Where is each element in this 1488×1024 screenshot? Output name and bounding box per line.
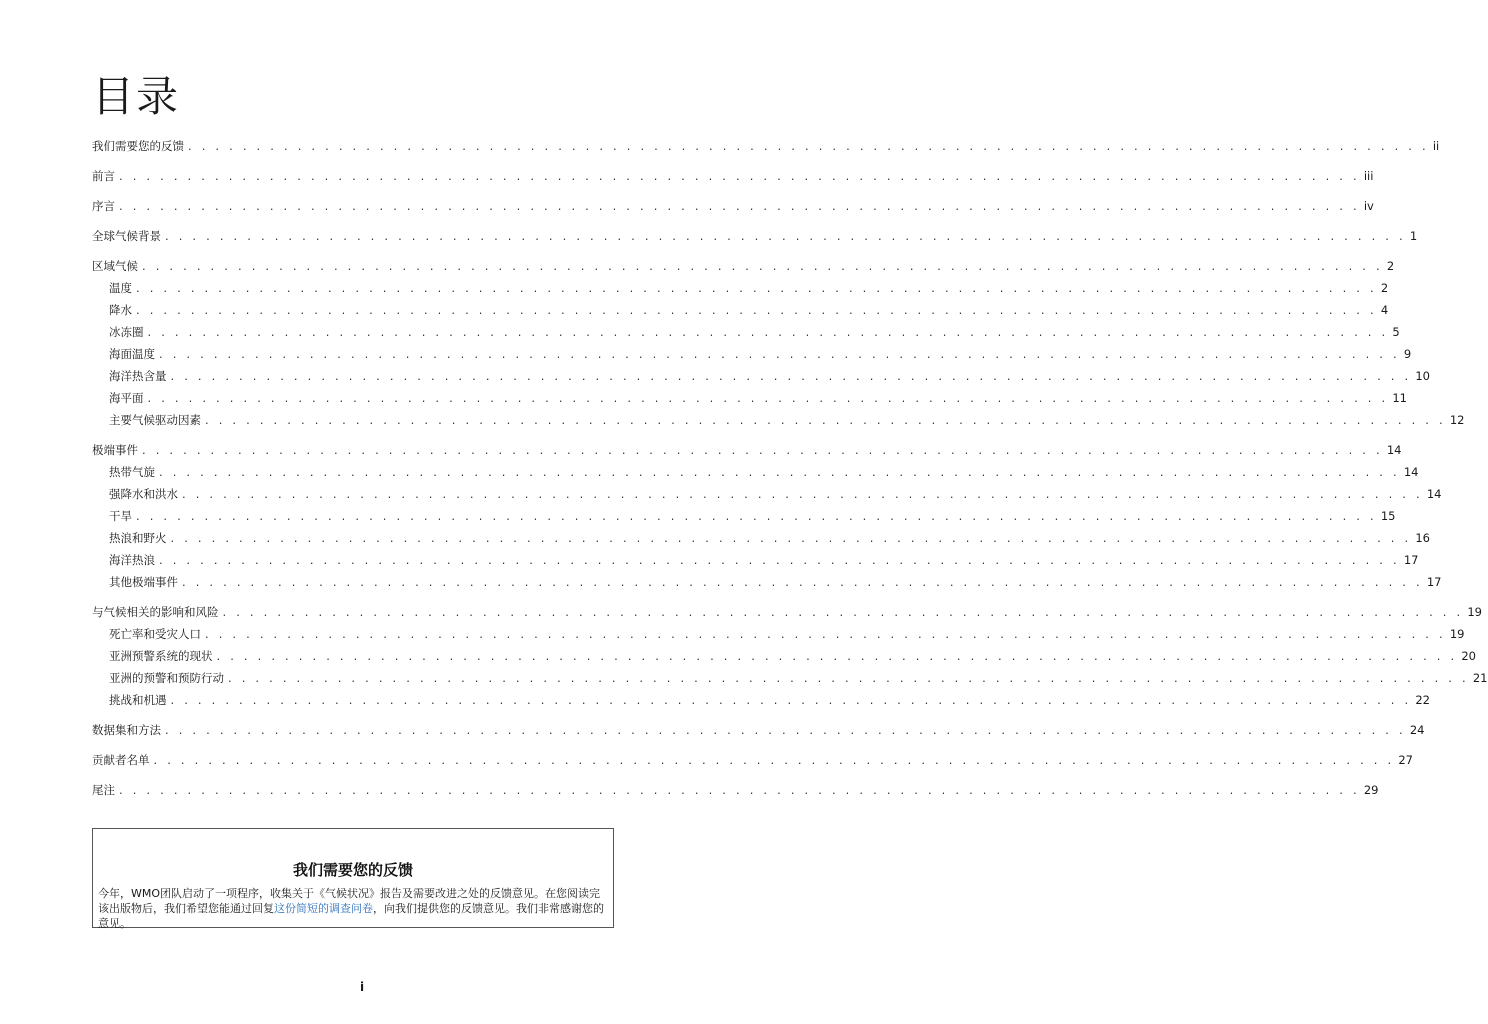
- toc-leader-dots: . . . . . . . . . . . . . . . . . . . . . . . . . . . . . . . . . . . . . . . . . . . . . . . . . . . . . . . . . . . . . . . . . . . . . . . . . . . . . . . . . . . . . . . . . . .: [136, 303, 1377, 317]
- toc-entry-datasets-methods[interactable]: [92, 722, 1425, 744]
- toc-entry-foreword[interactable]: [92, 168, 1374, 190]
- toc-entry-label: 主要气候驱动因素: [109, 413, 201, 427]
- toc-leader-dots: . . . . . . . . . . . . . . . . . . . . . . . . . . . . . . . . . . . . . . . . . . . . . . . . . . . . . . . . . . . . . . . . . . . . . . . . . . . . . . . . . . . . . . . . . . .: [228, 671, 1469, 685]
- toc-leader-dots: . . . . . . . . . . . . . . . . . . . . . . . . . . . . . . . . . . . . . . . . . . . . . . . . . . . . . . . . . . . . . . . . . . . . . . . . . . . . . . . . . . . . . . . . . . .: [119, 199, 1360, 213]
- toc-entry-endnotes[interactable]: [92, 782, 1379, 804]
- toc-entry-label: 温度: [109, 281, 132, 295]
- toc-leader-dots: . . . . . . . . . . . . . . . . . . . . . . . . . . . . . . . . . . . . . . . . . . . . . . . . . . . . . . . . . . . . . . . . . . . . . . . . . . . . . . . . . . . . . . . . . . .: [165, 723, 1406, 737]
- page-number: i: [359, 980, 365, 994]
- toc-entry-label: 热浪和野火: [109, 531, 167, 545]
- toc-entry-label: 冰冻圈: [109, 325, 144, 339]
- toc-entry-label: 海平面: [109, 391, 144, 405]
- toc-page-number: 17: [1426, 575, 1442, 589]
- toc-entry-global-climate[interactable]: [92, 228, 1418, 250]
- toc-leader-dots: . . . . . . . . . . . . . . . . . . . . . . . . . . . . . . . . . . . . . . . . . . . . . . . . . . . . . . . . . . . . . . . . . . . . . . . . . . . . . . . . . . . . . . . . . . .: [142, 443, 1383, 457]
- toc-page-number: 14: [1426, 487, 1442, 501]
- toc-leader-dots: . . . . . . . . . . . . . . . . . . . . . . . . . . . . . . . . . . . . . . . . . . . . . . . . . . . . . . . . . . . . . . . . . . . . . . . . . . . . . . . . . . . . . . . . . . .: [119, 783, 1360, 797]
- toc-page-number: 19: [1449, 627, 1465, 641]
- toc-entry-label: 降水: [109, 303, 132, 317]
- toc-leader-dots: . . . . . . . . . . . . . . . . . . . . . . . . . . . . . . . . . . . . . . . . . . . . . . . . . . . . . . . . . . . . . . . . . . . . . . . . . . . . . . . . . . . . . . . . . . .: [216, 649, 1458, 663]
- toc-leader-dots: . . . . . . . . . . . . . . . . . . . . . . . . . . . . . . . . . . . . . . . . . . . . . . . . . . . . . . . . . . . . . . . . . . . . . . . . . . . . . . . . . . . . . . . . . . .: [159, 465, 1400, 479]
- toc-entry-label: 挑战和机遇: [109, 693, 167, 707]
- toc-entry-impacts-risks[interactable]: [92, 604, 1482, 626]
- toc-entry-label: 前言: [92, 169, 115, 183]
- toc-entry-label: 热带气旋: [109, 465, 155, 479]
- toc-subentry-precipitation[interactable]: [92, 302, 1389, 324]
- toc-entry-label: 区域气候: [92, 259, 138, 273]
- toc-page-number: iv: [1363, 199, 1374, 213]
- toc-entry-label: 其他极端事件: [109, 575, 178, 589]
- toc-leader-dots: . . . . . . . . . . . . . . . . . . . . . . . . . . . . . . . . . . . . . . . . . . . . . . . . . . . . . . . . . . . . . . . . . . . . . . . . . . . . . . . . . . . . . . . . . . .: [159, 347, 1400, 361]
- toc-subentry-drought[interactable]: [92, 508, 1396, 530]
- toc-page-number: ii: [1432, 139, 1440, 153]
- toc-page-number: 1: [1409, 229, 1418, 243]
- toc-leader-dots: . . . . . . . . . . . . . . . . . . . . . . . . . . . . . . . . . . . . . . . . . . . . . . . . . . . . . . . . . . . . . . . . . . . . . . . . . . . . . . . . . . . . . . . . . . .: [170, 531, 1412, 545]
- toc-page-number: 22: [1415, 693, 1430, 707]
- toc-entry-label: 强降水和洪水: [109, 487, 178, 501]
- toc-entry-label: 干旱: [109, 509, 132, 523]
- toc-page-number: 16: [1415, 531, 1430, 545]
- toc-page-number: 5: [1392, 325, 1400, 339]
- feedback-text-after: ，向我们提供您的反馈意见。我们非常感谢您的意见。: [98, 902, 604, 930]
- toc-leader-dots: . . . . . . . . . . . . . . . . . . . . . . . . . . . . . . . . . . . . . . . . . . . . . . . . . . . . . . . . . . . . . . . . . . . . . . . . . . . . . . . . . . . . . . . . . . .: [159, 553, 1400, 567]
- feedback-title: 我们需要您的反馈: [292, 861, 413, 879]
- toc-leader-dots: . . . . . . . . . . . . . . . . . . . . . . . . . . . . . . . . . . . . . . . . . . . . . . . . . . . . . . . . . . . . . . . . . . . . . . . . . . . . . . . . . . . . . . . . . . .: [182, 487, 1423, 501]
- toc-entry-feedback[interactable]: [92, 138, 1440, 160]
- toc-page-number: 12: [1449, 413, 1465, 427]
- toc-subentry-mortality-affected[interactable]: [92, 626, 1465, 648]
- toc-entry-label: 全球气候背景: [92, 229, 161, 243]
- toc-entry-regional-climate[interactable]: [92, 258, 1395, 280]
- toc-page-number: 29: [1363, 783, 1379, 797]
- toc-entry-label: 亚洲预警系统的现状: [109, 649, 213, 663]
- toc-leader-dots: . . . . . . . . . . . . . . . . . . . . . . . . . . . . . . . . . . . . . . . . . . . . . . . . . . . . . . . . . . . . . . . . . . . . . . . . . . . . . . . . . . . . . . . . . . .: [165, 229, 1406, 243]
- toc-entry-label: 尾注: [92, 783, 115, 797]
- toc-page-number: 21: [1472, 671, 1488, 685]
- toc-leader-dots: . . . . . . . . . . . . . . . . . . . . . . . . . . . . . . . . . . . . . . . . . . . . . . . . . . . . . . . . . . . . . . . . . . . . . . . . . . . . . . . . . . . . . . . . . . .: [205, 627, 1446, 641]
- toc-leader-dots: . . . . . . . . . . . . . . . . . . . . . . . . . . . . . . . . . . . . . . . . . . . . . . . . . . . . . . . . . . . . . . . . . . . . . . . . . . . . . . . . . . . . . . . . . . .: [147, 325, 1389, 339]
- toc-leader-dots: . . . . . . . . . . . . . . . . . . . . . . . . . . . . . . . . . . . . . . . . . . . . . . . . . . . . . . . . . . . . . . . . . . . . . . . . . . . . . . . . . . . . . . . . . . .: [170, 693, 1412, 707]
- toc-leader-dots: . . . . . . . . . . . . . . . . . . . . . . . . . . . . . . . . . . . . . . . . . . . . . . . . . . . . . . . . . . . . . . . . . . . . . . . . . . . . . . . . . . . . . . . . . . .: [142, 259, 1383, 273]
- toc-subentry-heavy-rain-floods[interactable]: [92, 486, 1442, 508]
- feedback-box: [92, 828, 614, 928]
- toc-page-number: 14: [1386, 443, 1402, 457]
- toc-entry-label: 海洋热浪: [109, 553, 155, 567]
- toc-entry-label: 极端事件: [92, 443, 138, 457]
- toc-entry-label: 海洋热含量: [109, 369, 167, 383]
- toc-page-number: 15: [1380, 509, 1396, 523]
- survey-link[interactable]: 这份简短的调查问卷: [274, 902, 373, 915]
- toc-leader-dots: . . . . . . . . . . . . . . . . . . . . . . . . . . . . . . . . . . . . . . . . . . . . . . . . . . . . . . . . . . . . . . . . . . . . . . . . . . . . . . . . . . . . . . . . . . .: [119, 169, 1360, 183]
- toc-page-number: iii: [1363, 169, 1374, 183]
- toc-page-number: 2: [1386, 259, 1395, 273]
- toc-leader-dots: . . . . . . . . . . . . . . . . . . . . . . . . . . . . . . . . . . . . . . . . . . . . . . . . . . . . . . . . . . . . . . . . . . . . . . . . . . . . . . . . . . . . . . . . . . .: [153, 753, 1395, 767]
- toc-entry-label: 与气候相关的影响和风险: [92, 605, 219, 619]
- toc-subentry-ocean-heat-content[interactable]: [92, 368, 1430, 390]
- toc-entry-label: 数据集和方法: [92, 723, 161, 737]
- table-of-contents: [92, 138, 1488, 804]
- toc-leader-dots: . . . . . . . . . . . . . . . . . . . . . . . . . . . . . . . . . . . . . . . . . . . . . . . . . . . . . . . . . . . . . . . . . . . . . . . . . . . . . . . . . . . . . . . . . . .: [136, 281, 1377, 295]
- toc-page-number: 27: [1398, 753, 1413, 767]
- toc-leader-dots: . . . . . . . . . . . . . . . . . . . . . . . . . . . . . . . . . . . . . . . . . . . . . . . . . . . . . . . . . . . . . . . . . . . . . . . . . . . . . . . . . . . . . . . . . . .: [136, 509, 1377, 523]
- toc-subentry-other-extremes[interactable]: [92, 574, 1442, 596]
- feedback-text-before: 今年，WMO团队启动了一项程序，收集关于《气候状况》报告及需要改进之处的反馈意见。在您阅读完该出版物后，我们希望您能通过回复: [98, 887, 601, 915]
- toc-subentry-climate-drivers[interactable]: [92, 412, 1465, 434]
- toc-subentry-temperature[interactable]: [92, 280, 1389, 302]
- toc-subentry-early-action[interactable]: [92, 670, 1488, 692]
- toc-page-number: 24: [1409, 723, 1425, 737]
- toc-entry-contributors[interactable]: [92, 752, 1413, 774]
- toc-entry-label: 序言: [92, 199, 115, 213]
- toc-entry-extreme-events[interactable]: [92, 442, 1402, 464]
- toc-page-number: 2: [1380, 281, 1389, 295]
- toc-subentry-marine-heatwaves[interactable]: [92, 552, 1419, 574]
- toc-subentry-cryosphere[interactable]: [92, 324, 1400, 346]
- toc-subentry-early-warning-status[interactable]: [92, 648, 1476, 670]
- toc-page-number: 10: [1415, 369, 1430, 383]
- toc-page-number: 19: [1467, 605, 1482, 619]
- toc-entry-label: 海面温度: [109, 347, 155, 361]
- toc-leader-dots: . . . . . . . . . . . . . . . . . . . . . . . . . . . . . . . . . . . . . . . . . . . . . . . . . . . . . . . . . . . . . . . . . . . . . . . . . . . . . . . . . . . . . . . . . . .: [182, 575, 1423, 589]
- toc-leader-dots: . . . . . . . . . . . . . . . . . . . . . . . . . . . . . . . . . . . . . . . . . . . . . . . . . . . . . . . . . . . . . . . . . . . . . . . . . . . . . . . . . . . . . . . . . . .: [205, 413, 1446, 427]
- page-title: 目录: [92, 72, 181, 121]
- toc-subentry-challenges-opportunities[interactable]: [92, 692, 1430, 714]
- toc-subentry-heatwaves-wildfires[interactable]: [92, 530, 1430, 552]
- toc-entry-label: 我们需要您的反馈: [92, 139, 184, 153]
- toc-subentry-sea-level[interactable]: [92, 390, 1407, 412]
- toc-page-number: 11: [1392, 391, 1407, 405]
- toc-subentry-sea-surface-temperature[interactable]: [92, 346, 1412, 368]
- feedback-text: [98, 886, 608, 931]
- toc-subentry-tropical-cyclones[interactable]: [92, 464, 1419, 486]
- toc-entry-label: 贡献者名单: [92, 753, 150, 767]
- toc-leader-dots: . . . . . . . . . . . . . . . . . . . . . . . . . . . . . . . . . . . . . . . . . . . . . . . . . . . . . . . . . . . . . . . . . . . . . . . . . . . . . . . . . . . . . . . . . . .: [170, 369, 1412, 383]
- toc-page-number: 17: [1403, 553, 1419, 567]
- toc-leader-dots: . . . . . . . . . . . . . . . . . . . . . . . . . . . . . . . . . . . . . . . . . . . . . . . . . . . . . . . . . . . . . . . . . . . . . . . . . . . . . . . . . . . . . . . . . . .: [188, 139, 1429, 153]
- toc-leader-dots: . . . . . . . . . . . . . . . . . . . . . . . . . . . . . . . . . . . . . . . . . . . . . . . . . . . . . . . . . . . . . . . . . . . . . . . . . . . . . . . . . . . . . . . . . . .: [222, 605, 1464, 619]
- toc-entry-label: 亚洲的预警和预防行动: [109, 671, 224, 685]
- toc-page-number: 20: [1461, 649, 1476, 663]
- toc-page-number: 9: [1403, 347, 1412, 361]
- toc-page-number: 4: [1380, 303, 1389, 317]
- toc-entry-label: 死亡率和受灾人口: [109, 627, 201, 641]
- toc-entry-preface[interactable]: [92, 198, 1374, 220]
- toc-page-number: 14: [1403, 465, 1419, 479]
- toc-leader-dots: . . . . . . . . . . . . . . . . . . . . . . . . . . . . . . . . . . . . . . . . . . . . . . . . . . . . . . . . . . . . . . . . . . . . . . . . . . . . . . . . . . . . . . . . . . .: [147, 391, 1389, 405]
